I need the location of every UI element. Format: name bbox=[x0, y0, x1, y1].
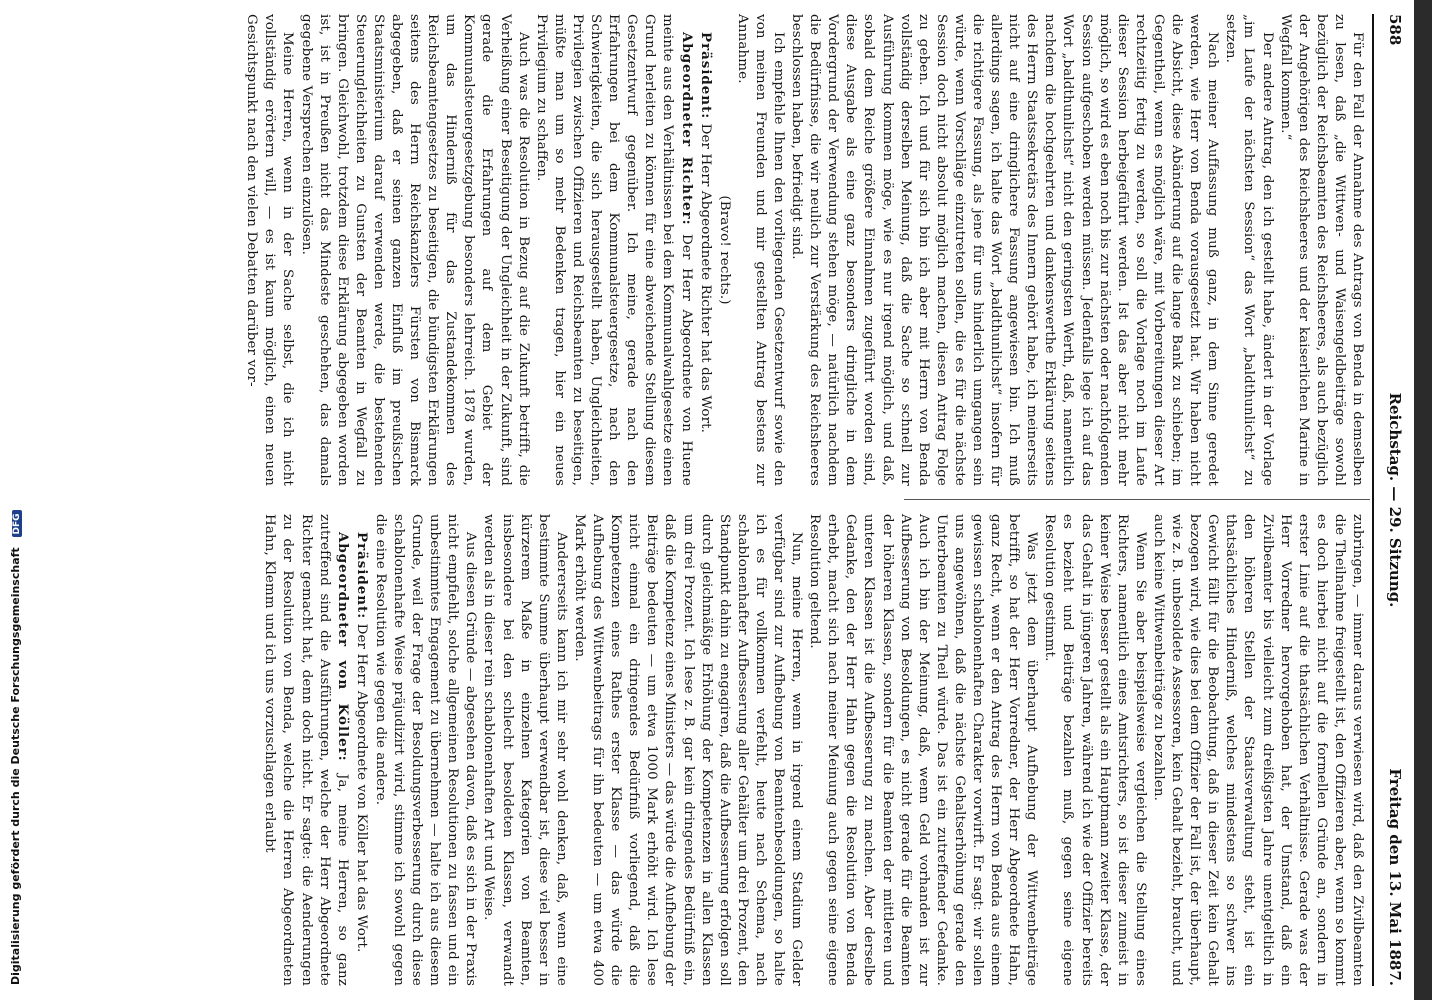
body-paragraph: Nun, meine Herren, wenn in irgend einem Stadium Gelder verfügbar sind zur Aufhebung von Beamtenbesoldungen, so halte ich es für vollkommen verfehlt, heute nach Schema, nach schablonenhafter Aufbesserung aller Gehälter um drei Prozent, den Standpunkt dahin zu engagiren, daß die Aufbesserung erfolgen soll durch gleichmäßige Erhöhung der Kompetenzen in allen Klassen um drei Prozent. Ich lese z. B. gar kein dringendes Bedürfniß ein, daß die Kompetenz eines Ministers — das würde die Aufhebung der Beiträge bedeuten — um etwa 1000 Mark erhöht wird. Ich lese nicht einmal ein dringendes Bedürfniß vorliegend, daß die Kompetenzen eines Rathes erster Klasse — das würde die Aufhebung des Wittwenbeitrags für ihn bedeuten — um etwa 400 Mark erhöht werden. bbox=[571, 514, 805, 986]
body-paragraph: Wenn Sie aber beispielsweise vergleichen die Stellung eines Richters, namentlich eines Amtsrichters, so ist dieser zumeist in keiner Weise besser gestellt als ein Hauptmann zweiter Klasse, der das Gehalt in jüngeren Jahren, während ich wie der Offizier bereits es bezieht und Beiträge bezahlen muß, gegen seine eigene Resolution gestimmt. bbox=[1042, 514, 1148, 986]
header-rule bbox=[1372, 14, 1374, 986]
digitisation-caption-text: Digitalisierung gefördert durch die Deutsche Forschungsgemeinschaft bbox=[9, 547, 22, 985]
column-divider bbox=[904, 499, 1370, 500]
book-gutter-shadow bbox=[1414, 0, 1432, 1000]
speech-paragraph bbox=[532, 14, 696, 486]
speech-paragraph bbox=[696, 14, 715, 486]
page-header bbox=[1378, 14, 1408, 986]
left-column bbox=[242, 14, 1366, 486]
left-margin bbox=[0, 0, 22, 1000]
speaker-name: Abgeordneter von Köller: bbox=[334, 532, 351, 762]
session-date: Freitag den 13. Mai 1887. bbox=[1386, 768, 1404, 986]
speaker-name: Abgeordneter Richter: bbox=[678, 32, 695, 226]
body-paragraph: Nach meiner Auffassung muß ganz, in dem Sinne geredet werden, wie Herr von Benda vorausgesetzt hat. Wir haben nicht die Absicht, diese Abänderung auf die lange Bank zu schieben; im Gegentheil, wenn es möglich wäre, mit Vorbereitungen dieser Art rechtzeitig fertig zu werden, so soll die Vorlage noch im Laufe dieser Session herbeigeführt werden. Ist das aber nicht mehr möglich, so wird es eben noch bis zur nächsten oder nachfolgenden Session aufgeschoben werden müssen. Jedenfalls lege ich auf das Wort „baldthunlichst“ nicht den geringsten Werth, daß, namentlich nachdem die hochgeehrten und dankenswerthe Erklärung seitens des Herrn Staatssekretärs des Innern gehört habe, ich meinerseits nicht auf eine dringlichere Fassung angewiesen bin. Ich muß allerdings sagen, ich halte das Wort „baldthunlichst“ insofern für die richtigere Fassung, als jene für uns hinderlich umgangen sein würde, wenn Vorschläge einzutreten sollen, die es für die nächste Session doch nicht absolut möglich machen, diesen Antrag Folge zu geben. Ich und für sich bin ich aber mit Herrn von Benda vollständig derselben Meinung, daß die Sache so schnell zur Ausführung kommen möge, wie es nur irgend möglich, und daß, sobald dem Reiche größere Einnahmen zugeführt worden sind, diese Ausgabe als eine ganz besonders dringliche in dem Vordergrund der Verwendung stehen möge, — natürlich nachdem die Bedürfnisse, die wir neulich zur Verstärkung des Reichsheeres beschlossen haben, befriedigt sind. bbox=[789, 14, 1221, 486]
right-column bbox=[260, 514, 1366, 986]
dfg-logo: DFG bbox=[12, 510, 22, 537]
body-paragraph: Andererseits kann ich mir sehr wohl denken, daß, wenn eine bestimmte Summe überhaupt verwendbar ist, diese viel besser in kürzerem Maße in einzelnen Kategorien von Beamten, insbesondere bei den schlecht besoldeten Klassen, verwandt werden als in dieser rein schablonenhaften Art und Weise. bbox=[481, 514, 569, 986]
page-number: 588 bbox=[1386, 14, 1404, 46]
running-head: Reichstag. — 29. Sitzung. bbox=[1386, 392, 1404, 608]
speaker-name: Präsident: bbox=[697, 32, 714, 120]
speech-text: Ja, meine Herren, so ganz zutreffend sind die Ausführungen, welche der Herr Abgeordnete Richter gemacht hat, denn doch nicht. Er sagte: die Aenderungen zu der Resolution von Benda, welche die Herren Abgeordneten Hahn, Klemm und ich uns vorzuschlagen erlaubt bbox=[262, 514, 350, 986]
speech-text: Der Herr Abgeordnete von Köller hat das Wort. bbox=[353, 619, 369, 953]
speech-paragraph bbox=[260, 514, 351, 986]
body-paragraph: Für den Fall der Annahme des Antrags von Benda in demselben zu lesen, daß „die Wittwen- und Waisengeldbeiträge sowohl bezüglich der Reichsbeamten des Reichsheeres, als auch bezüglich der Angehörigen des Reichsheeres und der kaiserlichen Marine in Wegfall kommen.“ bbox=[1277, 14, 1365, 486]
speech-text: Der Herr Abgeordnete Richter hat das Wort. bbox=[697, 119, 713, 434]
speech-text: Der Herr Abgeordnete von Huene meinte aus den Verhältnissen bei dem Kommunalwahlgesetze einen Grund herleiten zu können für eine abweichende Stellung diesem Gesetzentwurf gegenüber. Ich meine, gerade nach den Erfahrungen bei dem Kommunalsteuergesetze, nach den Schwierigkeiten, die sich herausgestellt haben, Ungleichheiten, Privilegien zwischen Offizieren und Reichsbeamten zu beseitigen, müßte man um so mehr Bedenken tragen, hier ein neues Privilegium zu schaffen. bbox=[533, 14, 694, 486]
applause-note: (Bravo! rechts.) bbox=[716, 195, 732, 305]
body-paragraph: Ich empfehle Ihnen den vorliegenden Gesetzentwurf sowie den von meinen Freunden und mir gestellten Antrag bestens zur Annahme. bbox=[734, 14, 786, 486]
body-paragraph: Was jetzt dem überhaupt Aufhebung der Wittwenbeiträge betrifft, so hat der Herr Vorredner, der Herr Abgeordnete Hahn, ganz Recht, wenn er den Antrag des Herrn von Benda aus einem gewissen schablonenhaften Charakter vorwirft. Er sagt: wir sollen uns angewöhnen, daß die nächste Gehaltserhöhung gerade den Unterbeamten zu Theil würde. Das ist ein zutreffender Gedanke. Auch ich bin der Meinung, daß, wenn Geld vorhanden ist zur Aufbesserung von Besoldungen, es nicht gerade für die Beamten der höheren Klassen, sondern für die Beamten der mittleren und unteren Klassen ist die Aufbesserung zu machen. Aber derselbe Gedanke, den der Herr Hahn gegen die Resolution von Benda erhebt, macht sich nach meiner Meinung auch gegen seine eigene Resolution geltend. bbox=[807, 514, 1040, 986]
body-paragraph: zubringen, — immer daraus verwiesen wird, daß den Zivilbeamten die Theilnahme freigestellt ist, den Offizieren aber, wenn so kommt es doch hierbei nicht auf die formellen Gründe an, sondern in erster Linie auf die thatsächlichen Verhältnisse. Gerade was der Herr Vorredner hervorgehoben hat, der Umstand, daß ein Zivilbeamter bis vielleicht zum dreißigsten Jahre unentgeltlich in den höheren Stellen der Staatsverwaltung steht, ist ein thatsächliches Hinderniß, welches mindestens so schwer ins Gewicht fällt für die Beobachtung, daß in dieser Zeit kein Gehalt bezogen wird, wie dies bei dem Offizier der Fall ist, der überhaupt, wie z. B. unbesoldete Assessoren, kein Gehalt bezieht, braucht, und auch keine Wittwenbeiträge zu bezahlen. bbox=[1150, 514, 1365, 986]
body-paragraph: Der andere Antrag, den ich gestellt habe, ändert in der Vorlage „im Laufe der nächsten Session“ das Wort „baldthunlichst“ zu setzen. bbox=[1223, 14, 1275, 486]
speaker-name: Präsident: bbox=[353, 532, 370, 620]
body-paragraph: Auch was die Resolution in Bezug auf die Zukunft betrifft, die Verheißung einer Beseitigung der Ungleichheit in der Zukunft, sind gerade die Erfahrungen auf dem Gebiet der Kommunalsteuergesetzgebung besonders lehrreich. 1878 wurden, um das Hinderniß für das Zustandekommen des Reichsbeamtengesetzes zu beseitigen, die bündigsten Erklärungen seitens des Herrn Reichskanzlers Fürsten von Bismarck abgegeben, daß er seinen ganzen Einfluß im preußischen Staatsministerium darauf verwenden werde, die bestehenden Steuerungleichheiten zu Gunsten der Beamten in Wegfall zu bringen. Gleichwohl, trotzdem diese Erklärung abgegeben worden ist, ist in Preußen nicht das Mindeste geschehen, das damals gegebene Versprechen einzulösen. bbox=[298, 14, 531, 486]
scanned-page bbox=[18, 0, 1414, 1000]
body-paragraph: Aus diesen Gründe — abgesehen davon, daß es sich in der Praxis nicht empfiehlt, solche allgemeinen Resolutionen zu fassen und ein unbestimmtes Engagement zu übernehmen — halte ich aus diesem Grunde, weil der Frage der Besoldungsverbesserung durch diese schablonenhafte Weise präjudizirt wird, stimme ich sowohl gegen die eine Resolution wie gegen die andere. bbox=[372, 514, 479, 986]
speech-paragraph bbox=[352, 514, 371, 986]
body-paragraph: Meine Herren, wenn in der Sache selbst, die ich nicht vollständig erörtern will, — es ist kaum möglich, einen neuen Gesichtspunkt nach den vielen Debatten darüber vor- bbox=[244, 14, 296, 486]
